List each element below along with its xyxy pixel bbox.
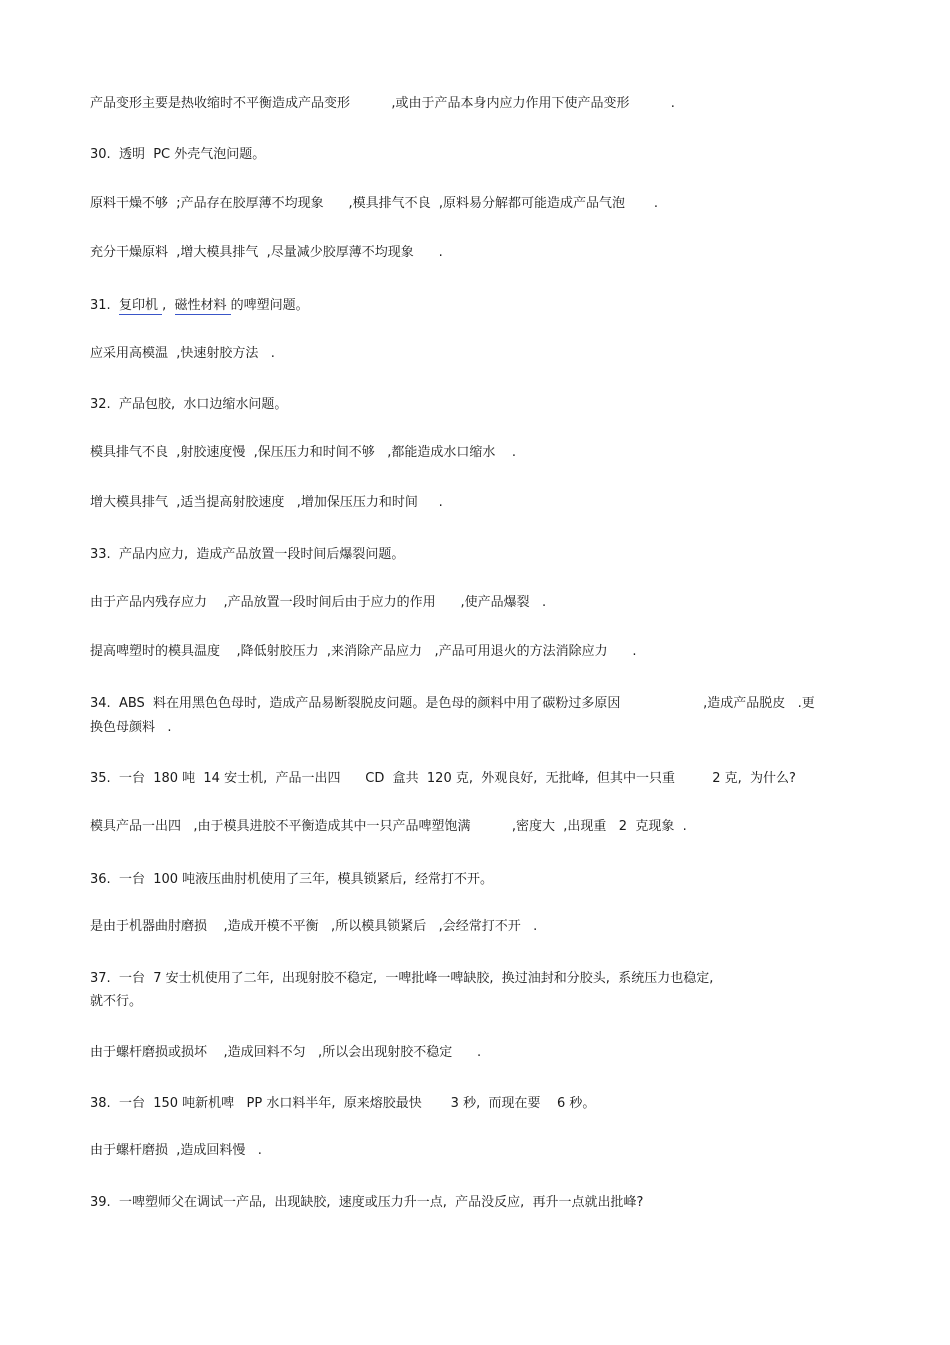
answer-31: 应采用高模温 ,快速射胶方法 . (90, 346, 275, 361)
question-39: 39. 一啤塑师父在调试一产品, 出现缺胶, 速度或压力升一点, 产品没反应, 再升一点就出批峰? (90, 1195, 644, 1210)
question-30: 30. 透明 PC 外壳气泡问题。 (90, 147, 266, 162)
answer-36: 是由于机器曲肘磨损 ,造成开模不平衡 ,所以模具锁紧后 ,会经常打不开 . (90, 919, 538, 934)
link-magnetic-material[interactable]: 磁性材料 (174, 298, 231, 313)
question-37-line1: 37. 一台 7 安士机使用了二年, 出现射胶不稳定, 一啤批峰一啤缺胶, 换过油封和分胶头, 系统压力也稳定, (90, 971, 714, 986)
cause-33: 由于产品内残存应力 ,产品放置一段时间后由于应力的作用 ,使产品爆裂 . (90, 595, 547, 610)
question-36: 36. 一台 100 吨液压曲肘机使用了三年, 模具锁紧后, 经常打不开。 (90, 872, 493, 887)
question-35: 35. 一台 180 吨 14 安士机, 产品一出四 CD 盒共 120 克, 外观良好, 无批峰, 但其中一只重 2 克, 为什么? (90, 771, 796, 786)
answer-29: 产品变形主要是热收缩时不平衡造成产品变形 ,或由于产品本身内应力作用下使产品变形 . (90, 96, 675, 111)
question-34-line1: 34. ABS 料在用黑色色母时, 造成产品易断裂脱皮问题。是色母的颜料中用了碳粉过多原因 ,造成产品脱皮 .更 (90, 696, 815, 711)
cause-32: 模具排气不良 ,射胶速度慢 ,保压压力和时间不够 ,都能造成水口缩水 . (90, 445, 516, 460)
cause-30: 原料干燥不够 ;产品存在胶厚薄不均现象 ,模具排气不良 ,原料易分解都可能造成产品气泡 . (90, 196, 659, 211)
solution-32: 增大模具排气 ,适当提高射胶速度 ,增加保压压力和时间 . (90, 495, 443, 510)
question-34-line2: 换色母颜料 . (90, 720, 172, 735)
answer-37: 由于螺杆磨损或损坏 ,造成回料不匀 ,所以会出现射胶不稳定 . (90, 1045, 482, 1060)
question-33: 33. 产品内应力, 造成产品放置一段时间后爆裂问题。 (90, 547, 405, 562)
question-31: 31. 复印机 , 磁性材料 的啤塑问题。 (90, 298, 309, 313)
answer-35: 模具产品一出四 ,由于模具进胶不平衡造成其中一只产品啤塑饱满 ,密度大 ,出现重 2 克现象 . (90, 819, 687, 834)
link-copier[interactable]: 复印机 (118, 298, 163, 313)
question-32: 32. 产品包胶, 水口边缩水问题。 (90, 397, 288, 412)
solution-30: 充分干燥原料 ,增大模具排气 ,尽量减少胶厚薄不均现象 . (90, 245, 443, 260)
solution-33: 提高啤塑时的模具温度 ,降低射胶压力 ,来消除产品应力 ,产品可用退火的方法消除应力 . (90, 644, 637, 659)
question-37-line2: 就不行。 (90, 994, 143, 1009)
question-38: 38. 一台 150 吨新机啤 PP 水口料半年, 原来熔胶最快 3 秒, 而现在要 6 秒。 (90, 1096, 596, 1111)
answer-38: 由于螺杆磨损 ,造成回料慢 . (90, 1143, 262, 1158)
